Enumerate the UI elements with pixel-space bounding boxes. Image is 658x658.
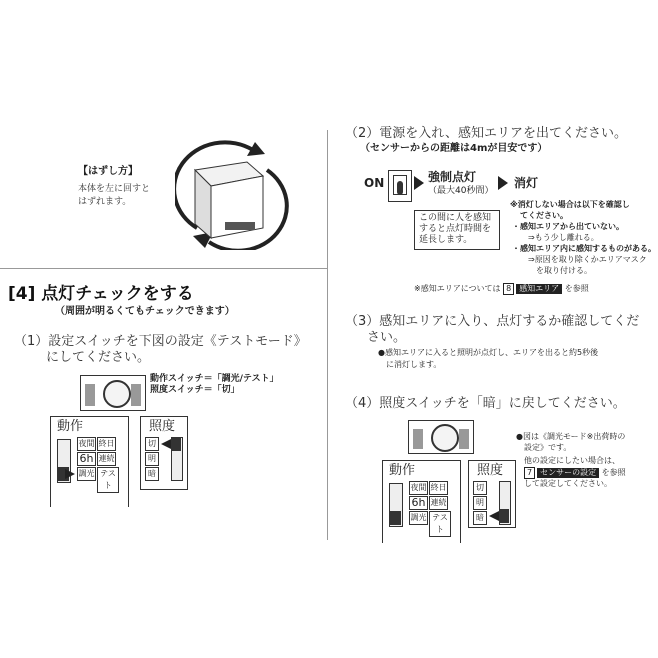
arrow-left-icon [489, 511, 499, 521]
switch-cell-night: 夜間 [77, 437, 96, 451]
on-label: ON [364, 176, 385, 190]
sensor-setting-reference: 7 センサーの設定 を参照 [524, 467, 626, 479]
step4-note3: 他の設定にしたい場合は、 [524, 456, 620, 465]
step2-line2: （センサーからの距離は4mが目安です） [360, 143, 548, 154]
step4-note1: ●図は《調光モード※出荷時の [516, 432, 626, 441]
sensor-unit-right [408, 420, 474, 454]
step1-line1: （1）設定スイッチを下図の設定《テストモード》 [14, 334, 307, 349]
arrow-left-icon [161, 439, 171, 449]
motion-switch-panel-left [50, 416, 129, 507]
note-a-fix: ⇒もう少し離れる。 [528, 233, 599, 242]
step4-note4: して設定してください。 [524, 479, 612, 488]
note-head-line2: てください。 [520, 211, 568, 220]
motion-switch-panel-right: 動作 夜間 終日 6h 連続 調光 テスト [382, 460, 461, 543]
step2-line1: （2）電源を入れ、感知エリアを出てください。 [345, 126, 628, 141]
switch-cell-dimming: 調光 [77, 467, 96, 481]
note-a: ・感知エリアから出ていない。 [512, 222, 624, 231]
arrow-right-icon [498, 176, 508, 190]
light-switch-panel-right: 照度 切 明 暗 [468, 460, 516, 528]
light-cell-off: 切 [145, 437, 159, 451]
forced-light-title: 強制点灯 [428, 170, 477, 184]
step3-line2: さい。 [367, 330, 407, 345]
hand-switch-icon [388, 170, 412, 202]
removal-desc-line2: はずれます。 [78, 197, 132, 207]
switch-cell-6h: 6h [77, 452, 96, 466]
removal-desc-line1: 本体を左に回すと [78, 184, 151, 194]
note-head-line1: ※消灯しない場合は以下を確認し [510, 200, 630, 209]
step1-light-label: 照度スイッチ＝「切」 [150, 385, 240, 395]
step3-note-line1: ●感知エリアに入ると照明が点灯し、エリアを出ると約5秒後 [378, 348, 599, 357]
note-b-fix1: ⇒原因を取り除くかエリアマスク [528, 255, 647, 264]
step1-line2: にしてください。 [46, 350, 151, 365]
light-switch-panel-left [140, 416, 188, 490]
light-cell-bright: 明 [145, 452, 159, 466]
note-b-fix2: を取り付ける。 [536, 266, 592, 275]
arrow-right-icon [414, 176, 424, 190]
area-reference: ※感知エリアについては 8 感知エリア を参照 [414, 284, 589, 293]
off-label: 消灯 [514, 176, 539, 190]
removal-title: 【はずし方】 [78, 166, 138, 177]
switch-cell-test: テスト [97, 467, 119, 493]
step1-motion-label: 動作スイッチ＝「調光/テスト」 [150, 374, 279, 384]
forced-light-duration: （最大40秒間） [428, 186, 494, 196]
light-cell-dark: 暗 [145, 467, 159, 481]
section4-title: [4] 点灯チェックをする [8, 284, 194, 304]
section4-subtitle: （周囲が明るくてもチェックできます） [55, 306, 235, 317]
sensor-unit-left [80, 375, 146, 411]
step4-line1: （4）照度スイッチを「暗」に戻してください。 [345, 396, 626, 411]
note-b: ・感知エリア内に感知するものがある。 [512, 244, 656, 253]
sensor-rotate-illustration [175, 140, 290, 250]
motion-switch-title: 動作 [57, 419, 84, 434]
arrow-right-icon [65, 469, 75, 479]
column-divider [327, 130, 328, 540]
light-switch-title: 照度 [149, 419, 176, 434]
switch-cell-allday: 終日 [97, 437, 116, 451]
step3-note-line2: に消灯します。 [386, 360, 442, 369]
callout-box: この間に人を感知 すると点灯時間を 延長します。 [414, 210, 500, 250]
step4-note2: 設定》です。 [524, 443, 572, 452]
section-divider [0, 268, 327, 269]
switch-cell-continuous: 連続 [97, 452, 116, 466]
step3-line1: （3）感知エリアに入り、点灯するか確認してくだ [345, 314, 640, 329]
